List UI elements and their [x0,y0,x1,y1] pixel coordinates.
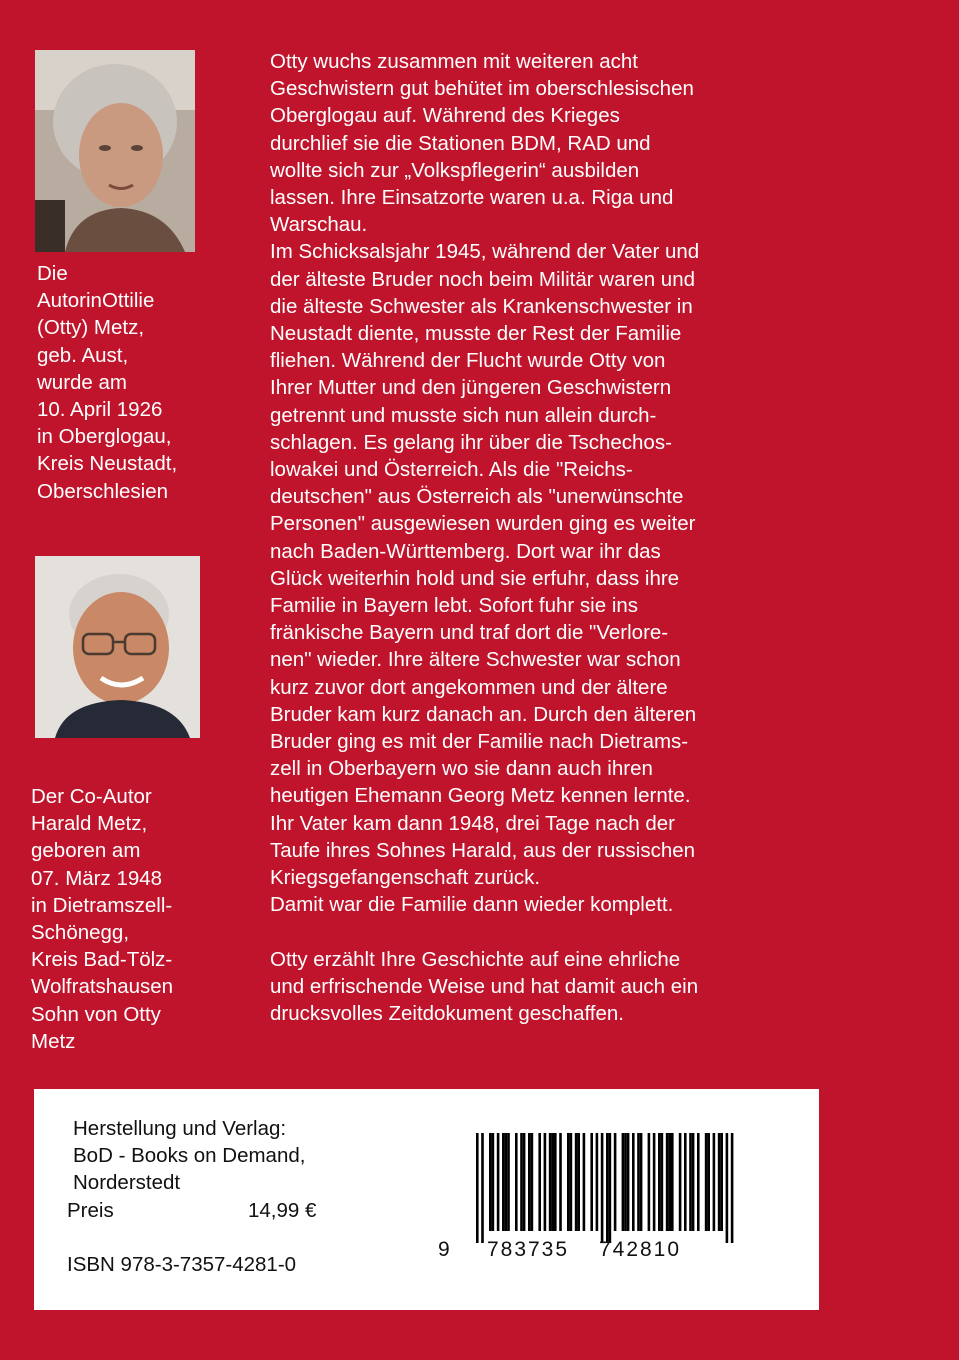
blurb-line: Taufe ihres Sohnes Harald, aus der russischen [270,838,696,862]
blurb-line: Geschwistern gut behütet im oberschlesischen [270,77,694,101]
author-photo [35,50,195,252]
coauthor-caption-line: geboren am [31,839,141,863]
author-caption-line: Kreis Neustadt, [37,452,178,476]
barcode-bar [697,1133,700,1231]
barcode-bar [658,1133,661,1231]
barcode-bar [601,1133,604,1243]
barcode-bar [531,1133,534,1231]
barcode-bar [575,1133,578,1231]
publisher-line: BoD - Books on Demand, [73,1144,306,1167]
author-caption-line: Oberschlesien [37,479,169,503]
barcode-bar [684,1133,687,1231]
coauthor-caption-line: Schönegg, [31,921,130,945]
barcode-bar [481,1133,484,1243]
isbn-barcode [476,1133,736,1243]
barcode-bar [713,1133,716,1231]
barcode-bar [718,1133,721,1231]
barcode-bar [528,1133,531,1231]
barcode-bar [523,1133,526,1231]
blurb-line: und erfrischende Weise und hat damit auch ein [270,974,699,998]
barcode-bar [570,1133,573,1231]
blurb-line: zell in Oberbayern wo sie dann auch ihren [270,757,653,781]
barcode-bar [692,1133,695,1231]
barcode-bar [549,1133,552,1231]
blurb-line: getrennt und musste sich nun allein durch- [270,403,657,427]
barcode-bar [627,1133,630,1231]
barcode-bar [551,1133,554,1231]
barcode-bar [497,1133,500,1231]
blurb-line: schlagen. Es gelang ihr über die Tschechos- [270,430,672,454]
barcode-bar [583,1133,586,1231]
blurb-line: Glück weiterhin hold und sie erfuhr, dass ihre [270,566,680,590]
barcode-bar [689,1133,692,1231]
barcode-bar [476,1133,479,1243]
barcode-bar [520,1133,523,1231]
blurb-line: kurz zuvor dort angekommen und der ältere [270,675,668,699]
barcode-bar [544,1133,547,1231]
barcode-bar [590,1133,593,1231]
blurb-line: der älteste Bruder noch beim Militär waren und [270,267,696,291]
barcode-bar [720,1133,723,1231]
barcode-bar [502,1133,505,1231]
blurb-line: wollte sich zur „Volkspflegerin“ ausbilden [270,158,640,182]
author-portrait-illustration [35,50,195,252]
barcode-bar [505,1133,508,1231]
blurb-line: drucksvolles Zeitdokument geschaffen. [270,1002,625,1026]
coauthor-caption-line: 07. März 1948 [31,866,163,890]
blurb-line: fliehen. Während der Flucht wurde Otty von [270,349,666,373]
barcode-bar [596,1133,599,1231]
coauthor-caption-line: Harald Metz, [31,812,148,836]
barcode-bar [726,1133,729,1243]
barcode-bar [648,1133,651,1231]
barcode-bar [637,1133,640,1231]
blurb-line: deutschen" aus Österreich als "unerwünschte [270,485,684,509]
barcode-bar [707,1133,710,1231]
blurb-line: Otty erzählt Ihre Geschichte auf eine ehrliche [270,947,681,971]
blurb-line: fränkische Bayern und traf dort die "Verlore- [270,621,669,645]
barcode-bar [622,1133,625,1231]
blurb-line: Otty wuchs zusammen mit weiteren acht [270,50,638,73]
coauthor-caption-line: in Dietramszell- [31,893,173,917]
barcode-bar [671,1133,674,1231]
blurb-line: die älteste Schwester als Krankenschwester in [270,294,693,318]
back-cover-blurb [270,48,930,1027]
barcode-bar [515,1133,518,1231]
barcode-bar [731,1133,734,1243]
coauthor-caption-line: Metz [31,1029,76,1053]
coauthor-caption-line: Der Co-Autor [31,785,152,808]
blurb-line: Oberglogau auf. Während des Krieges [270,104,620,128]
blurb-line: Kriegsgefangenschaft zurück. [270,866,541,890]
blurb-line: lassen. Ihre Einsatzorte waren u.a. Riga und [270,186,674,210]
barcode-bar [679,1133,682,1231]
author-caption-line: Die [37,262,68,285]
blurb-line: nen" wieder. Ihre ältere Schwester war schon [270,648,681,672]
blurb-line: Familie in Bayern lebt. Sofort fuhr sie ins [270,594,639,618]
coauthor-portrait-illustration [35,556,200,738]
barcode-bar [554,1133,557,1231]
barcode-bar [666,1133,669,1231]
barcode-bar [705,1133,708,1231]
isbn-text: ISBN 978-3-7357-4281-0 [67,1253,297,1276]
barcode-bar [606,1133,609,1243]
author-caption-line: wurde am [37,370,128,394]
blurb-line: Personen" ausgewiesen wurden ging es weiter [270,512,696,536]
blurb-line: Warschau. [270,213,368,237]
price-label: Preis [67,1199,114,1222]
barcode-bar [492,1133,495,1231]
barcode-bar [661,1133,664,1231]
blurb-line: nach Baden-Württemberg. Dort war ihr das [270,539,661,563]
barcode-bar [567,1133,570,1231]
blurb-line: Ihrer Mutter und den jüngeren Geschwistern [270,376,672,400]
barcode-lead-digit: 9 [438,1238,450,1261]
author-caption-line: in Oberglogau, [37,425,172,449]
barcode-digits [434,1235,734,1263]
blurb-line: durchlief sie die Stationen BDM, RAD und [270,131,651,155]
barcode-bar [538,1133,541,1231]
barcode-bar [624,1133,627,1231]
author-caption-line: geb. Aust, [37,343,129,367]
barcode-bar [507,1133,510,1231]
barcode-right-digits: 742810 [599,1238,679,1261]
coauthor-caption [31,783,231,1055]
author-caption-line: (Otty) Metz, [37,316,145,340]
barcode-bar [640,1133,643,1231]
publisher-line: Herstellung und Verlag: [73,1117,287,1140]
barcode-bar [489,1133,492,1231]
barcode-bar [614,1133,617,1231]
barcode-bar [577,1133,580,1231]
blurb-line: lowakei und Österreich. Als die "Reichs- [270,458,633,482]
blurb-line: Damit war die Familie dann wieder komplett. [270,893,674,917]
author-caption [37,260,227,505]
coauthor-caption-line: Kreis Bad-Tölz- [31,948,173,972]
barcode-bar [609,1133,612,1243]
blurb-line: Ihr Vater kam dann 1948, drei Tage nach der [270,811,675,835]
blurb-line: heutigen Ehemann Georg Metz kennen lernte. [270,784,691,808]
publisher-line: Norderstedt [73,1171,181,1194]
author-caption-line: 10. April 1926 [37,398,163,422]
barcode-bar [668,1133,671,1231]
coauthor-caption-line: Sohn von Otty [31,1002,161,1026]
barcode-bar [559,1133,562,1231]
barcode-bar [653,1133,656,1231]
blurb-line: Neustadt diente, musste der Rest der Familie [270,322,682,346]
author-caption-line: AutorinOttilie [37,289,155,313]
blurb-line: Bruder ging es mit der Familie nach Dietrams- [270,730,689,754]
barcode-bar [632,1133,635,1231]
blurb-line: Im Schicksalsjahr 1945, während der Vater und [270,240,700,264]
coauthor-caption-line: Wolfratshausen [31,975,174,999]
coauthor-photo [35,556,200,738]
blurb-line: Bruder kam kurz danach an. Durch den älteren [270,702,697,726]
blurb-paragraph-gap [270,919,930,946]
barcode-left-digits: 783735 [487,1238,567,1261]
price-value: 14,99 € [248,1199,317,1222]
imprint-box [34,1089,819,1310]
